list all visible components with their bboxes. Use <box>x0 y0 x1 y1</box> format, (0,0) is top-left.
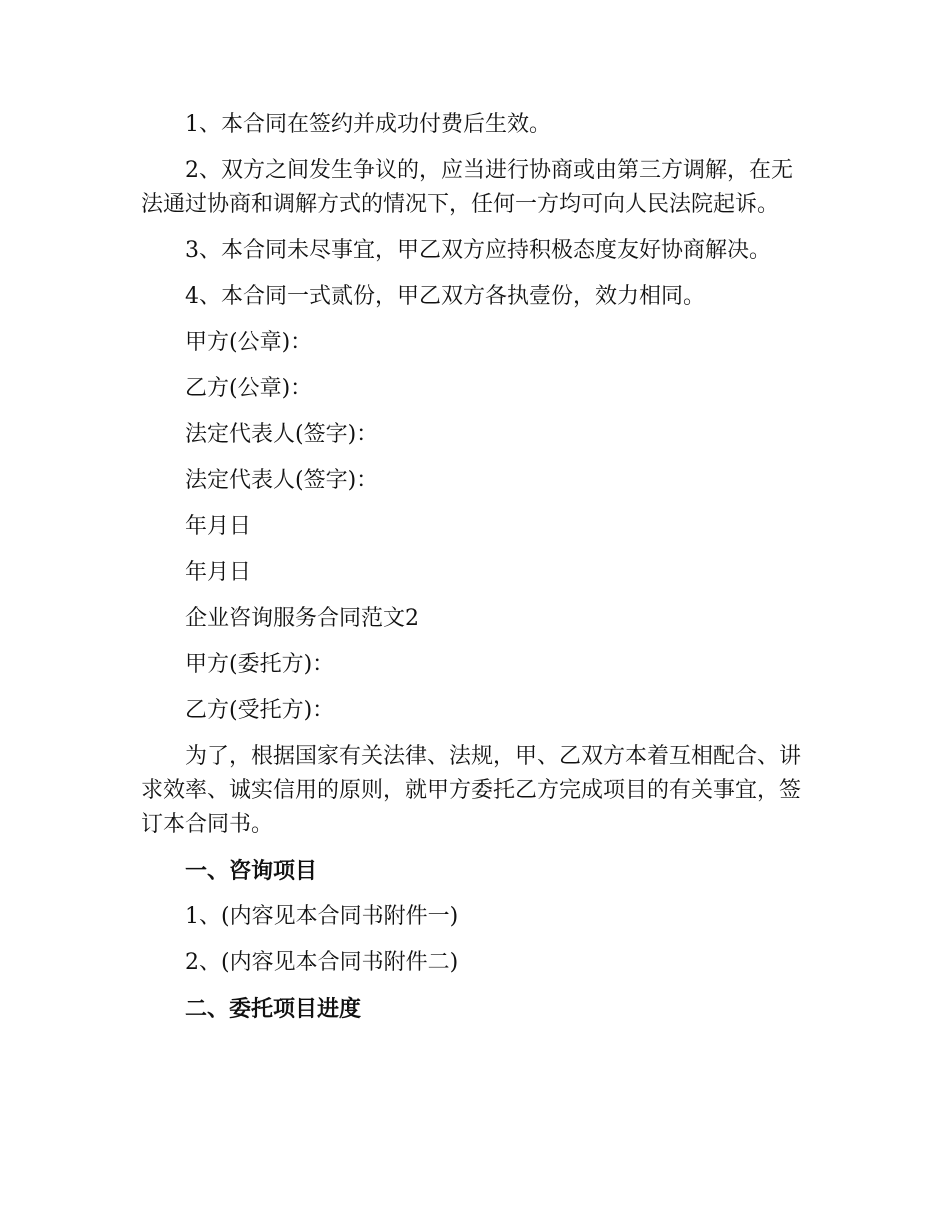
preamble: 为了，根据国家有关法律、法规，甲、乙双方本着互相配合、讲求效率、诚实信用的原则，就甲方委托乙方完成项目的有关事宜，签订本合同书。 <box>141 744 802 837</box>
item-annex-one: 1、(内容见本合同书附件一) <box>185 904 459 929</box>
heading-project-schedule: 二、委托项目进度 <box>185 996 362 1022</box>
party-a-seal: 甲方(公章)： <box>185 330 313 355</box>
clause-dispute: 2、双方之间发生争议的，应当进行协商或由第三方调解，在无法通过协商和调解方式的情况下，任何一方均可向人民法院起诉。 <box>141 158 793 217</box>
party-b-trustee: 乙方(受托方)： <box>185 698 335 723</box>
document-body <box>141 108 813 1038</box>
clause-effective: 1、本合同在签约并成功付费后生效。 <box>185 112 551 137</box>
section-title: 企业咨询服务合同范文2 <box>185 606 419 631</box>
legal-rep-signature-b: 法定代表人(签字)： <box>185 468 379 493</box>
party-b-seal: 乙方(公章)： <box>185 376 313 401</box>
date-line-a: 年月日 <box>185 514 252 539</box>
clause-copies: 4、本合同一式贰份，甲乙双方各执壹份，效力相同。 <box>185 284 705 309</box>
item-annex-two: 2、(内容见本合同书附件二) <box>185 950 459 975</box>
legal-rep-signature-a: 法定代表人(签字)： <box>185 422 379 447</box>
date-line-b: 年月日 <box>185 560 252 585</box>
party-a-client: 甲方(委托方)： <box>185 652 335 677</box>
heading-consulting-items: 一、咨询项目 <box>185 858 318 884</box>
clause-unresolved: 3、本合同未尽事宜，甲乙双方应持积极态度友好协商解决。 <box>185 238 771 263</box>
